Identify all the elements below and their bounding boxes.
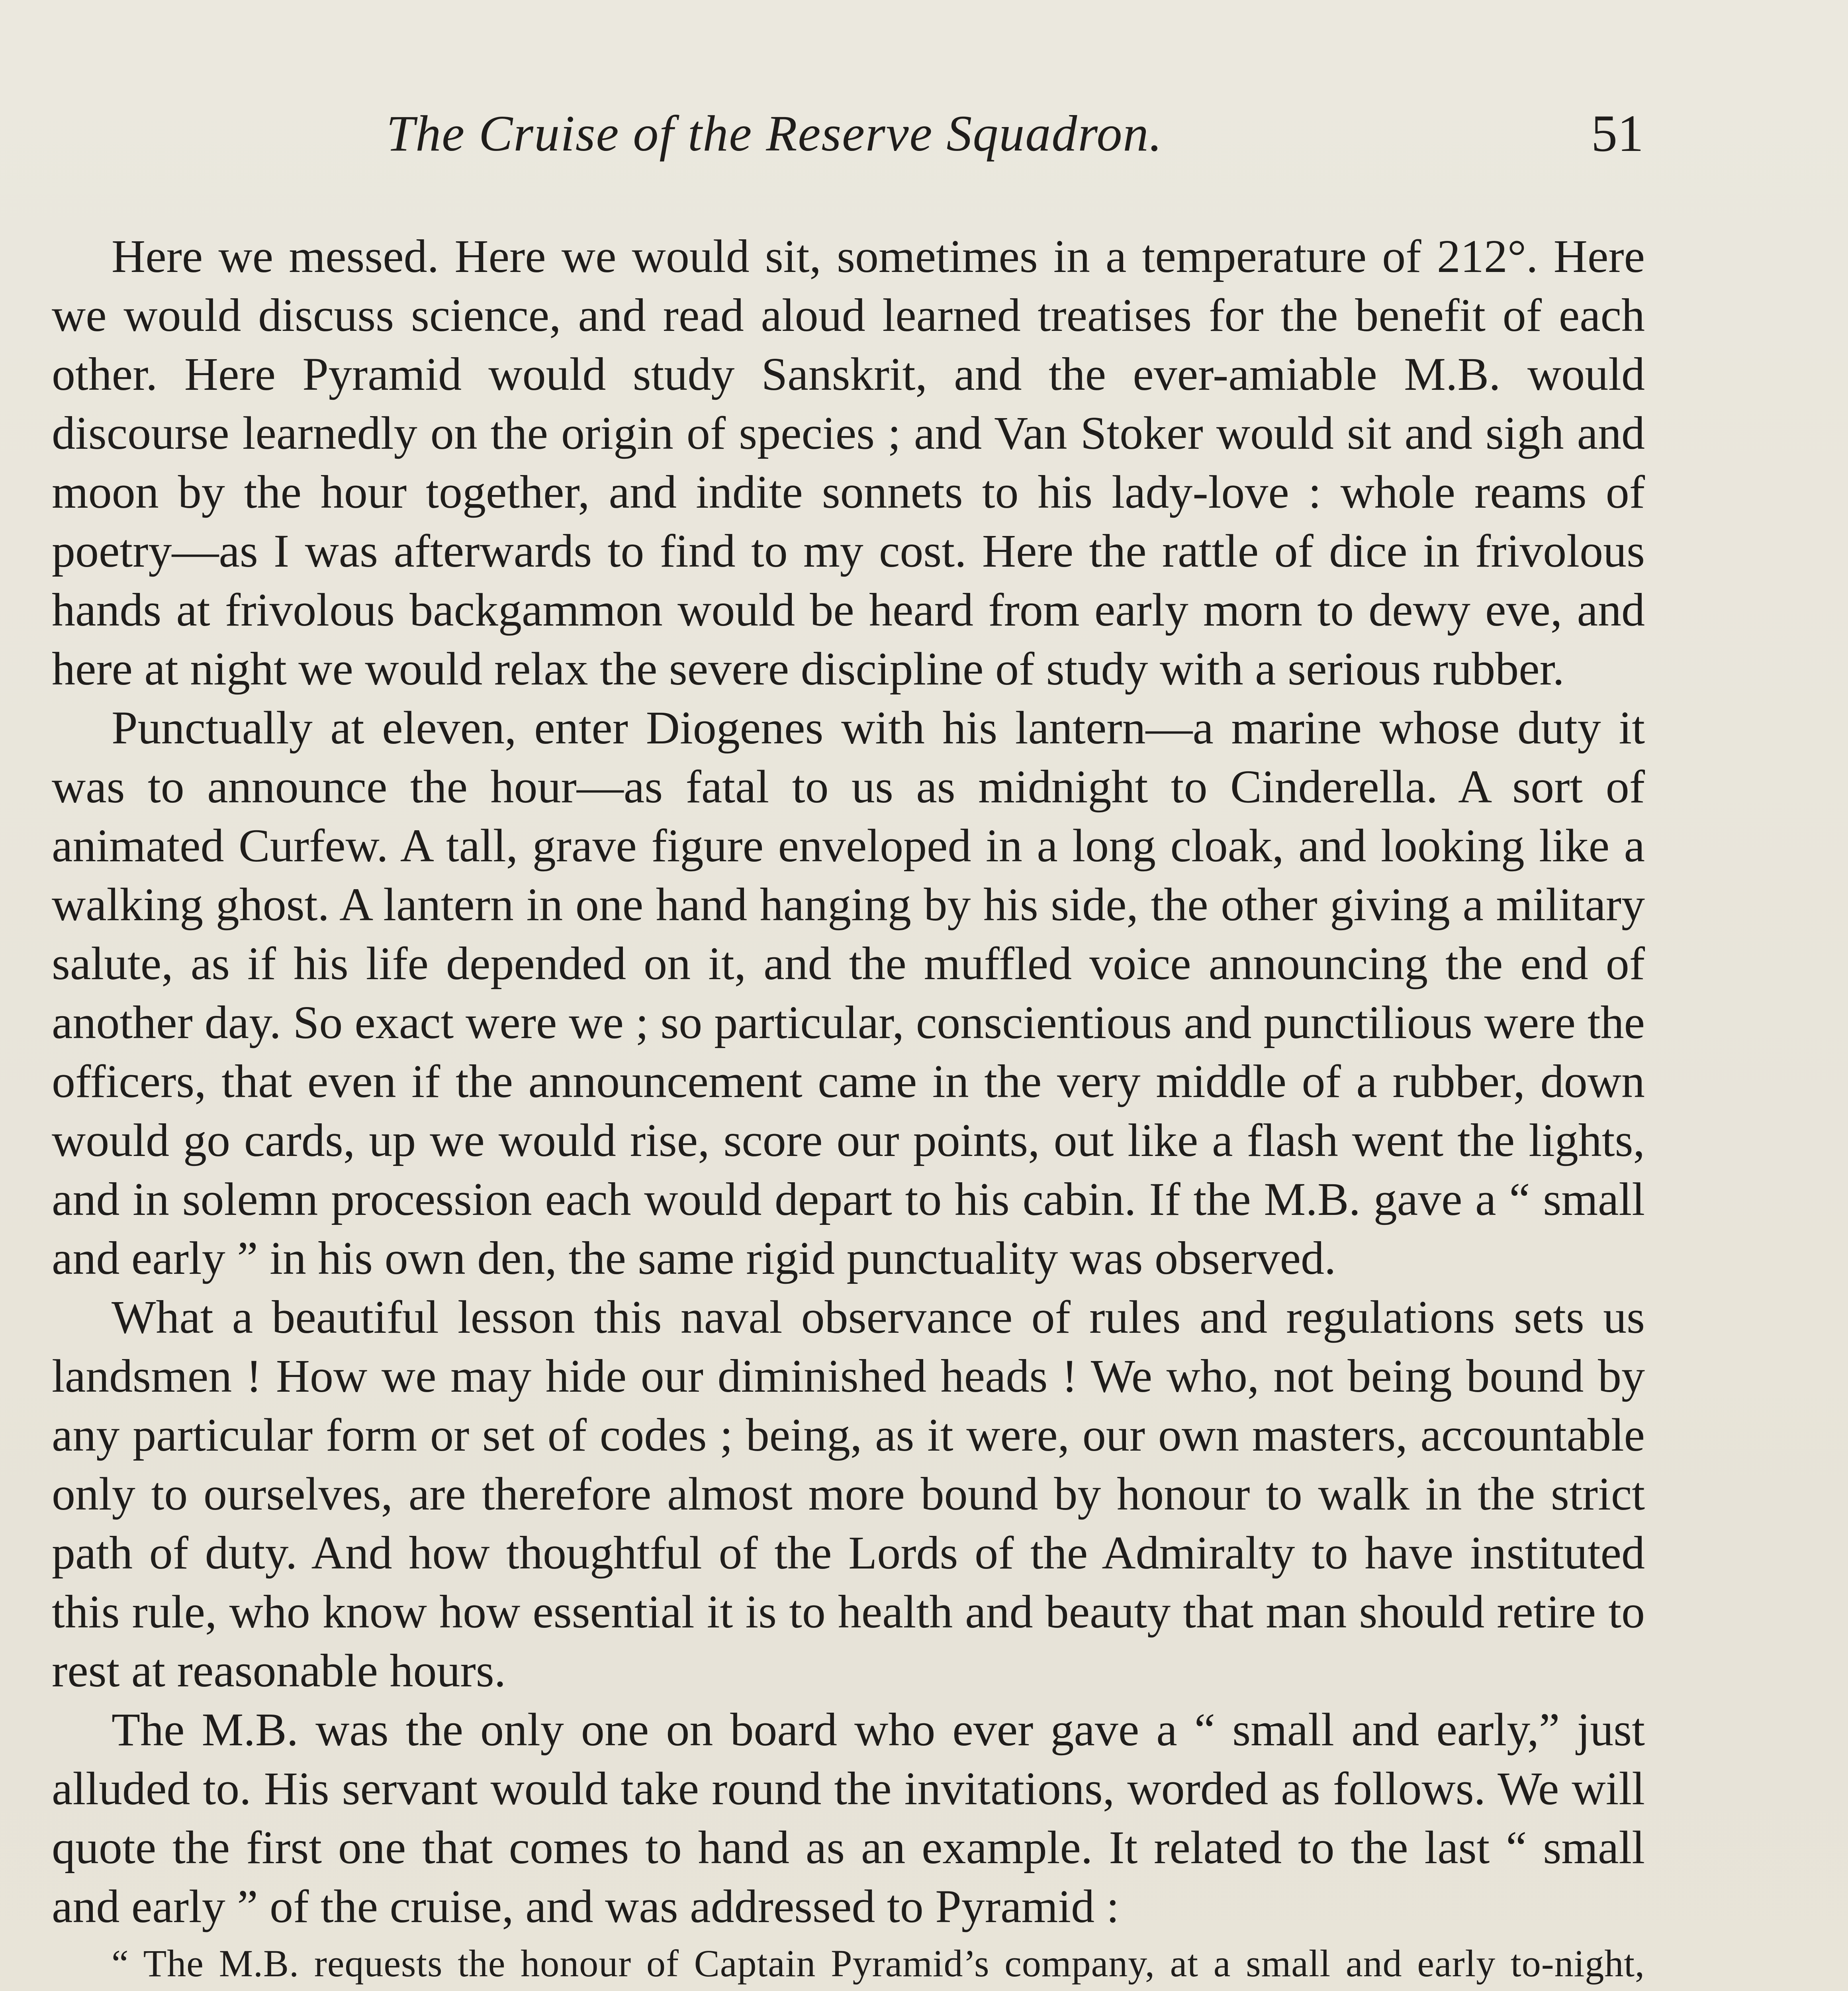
paragraph-mess-room: Here we messed. Here we would sit, sometimes in a temperature of 212°. Here we would discuss science, and read aloud learned treatises for the benefit of each other. Here Pyramid would study Sanskrit, and the ever-amiable M.B. would discourse learnedly on the origin of species ; and Van Stoker would sit and sigh and moon by the hour together, and indite sonnets to his lady-love : whole reams of poetry—as I was afterwards to find to my cost. Here the rattle of dice in frivolous hands at frivolous backgammon would be heard from early morn to dewy eve, and here at night we would relax the severe discipline of study with a serious rubber. xyxy=(52,230,1645,695)
paragraph-small-and-early: The M.B. was the only one on board who ever gave a “ small and early,” just alluded to. His servant would take round the invitations, worded as follows. We will quote the first one that comes to hand as an example. It related to the last “ small and early ” of the cruise, and was addressed to Pyramid : xyxy=(52,1703,1645,1932)
page-header xyxy=(0,102,1848,165)
running-title: The Cruise of the Reserve Squadron. xyxy=(386,105,1163,162)
paragraph-diogenes: Punctually at eleven, enter Diogenes with his lantern—a marine whose duty it was to announce the hour—as fatal to us as midnight to Cinderella. A sort of animated Curfew. A tall, grave figure enveloped in a long cloak, and looking like a walking ghost. A lantern in one hand hanging by his side, the other giving a military salute, as if his life depended on it, and the muffled voice announcing the end of another day. So exact were we ; so particular, conscientious and punctilious were the officers, that even if the announcement came in the very middle of a rubber, down would go cards, up we would rise, score our points, out like a flash went the lights, and in solemn procession each would depart to his cabin. If the M.B. gave a “ small and early ” in his own den, the same rigid punctuality was observed. xyxy=(52,702,1645,1284)
page-number: 51 xyxy=(1591,104,1644,162)
paragraph-naval-lesson: What a beautiful lesson this naval observance of rules and regulations sets us landsmen ! How we may hide our diminished heads ! We who, not being bound by any particular form or set of codes ; being, as it were, our own masters, accountable only to ourselves, are therefore almost more bound by honour to walk in the strict path of duty. And how thoughtful of the Lords of the Admiralty to have instituted this rule, who know how essential it is to health and beauty that man should retire to rest at reasonable hours. xyxy=(52,1291,1645,1697)
invitation-quote: “ The M.B. requests the honour of Captain Pyramid’s company, at a small and early to-night, xyxy=(112,1942,1645,1985)
body-text xyxy=(52,227,1645,1991)
